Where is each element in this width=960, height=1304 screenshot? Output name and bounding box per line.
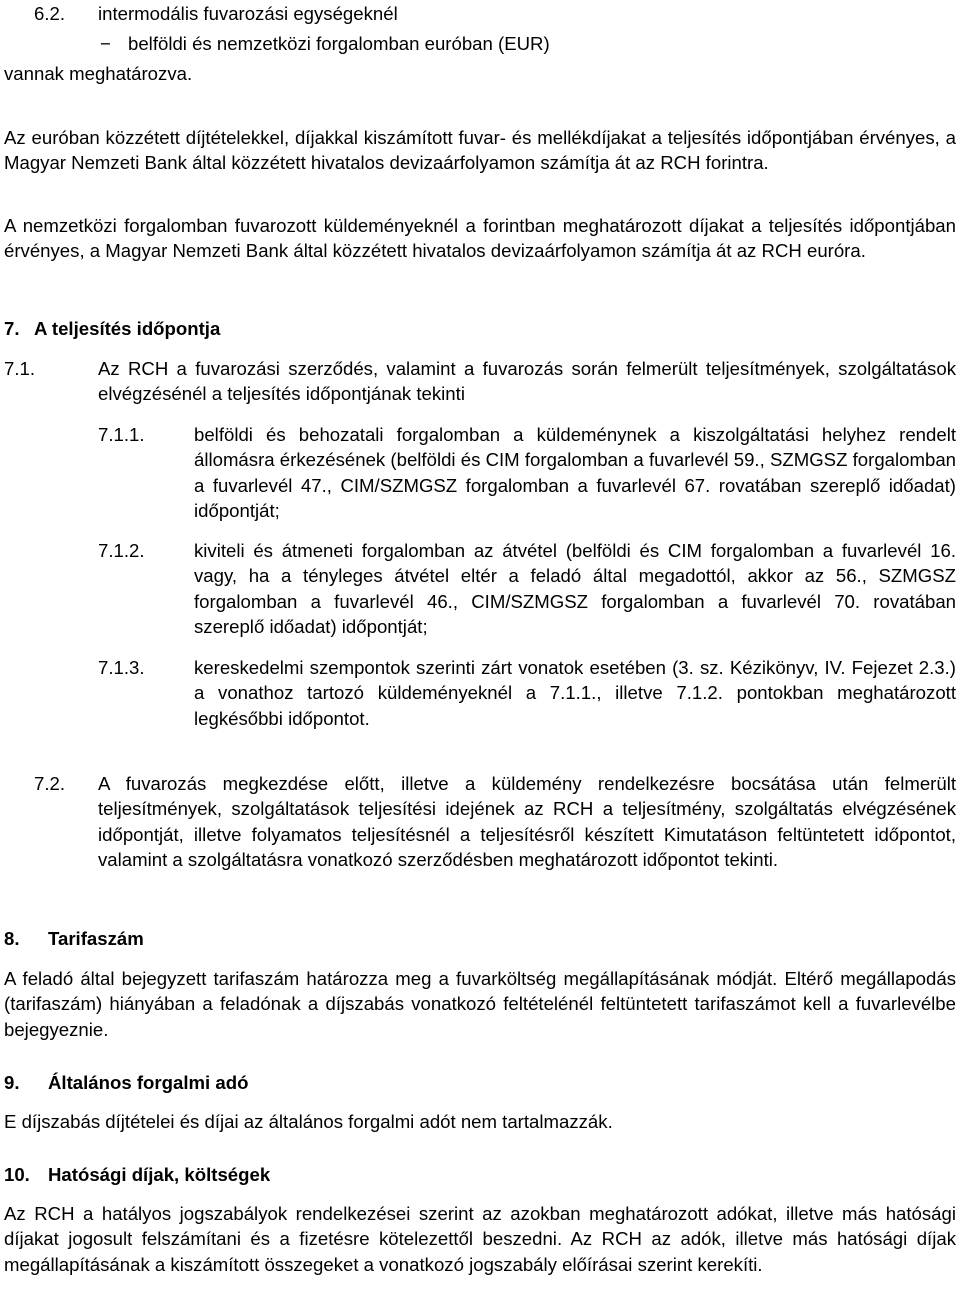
heading-title: A teljesítés időpontja <box>34 318 221 339</box>
paragraph-eur-conversion <box>4 125 956 176</box>
paragraph-text: A feladó által bejegyzett tarifaszám határozza meg a fuvarköltség megállapításának módját. Eltérő megállapodás (tarifaszám) hiányában a feladónak a díjszabás vonatkozó feltételénél feltüntetett tarifaszámot kell a fuvarlevélbe bejegyeznie. <box>4 968 956 1040</box>
heading-title: Tarifaszám <box>48 928 144 949</box>
section-text: kiviteli és átmeneti forgalomban az átvétel (belföldi és CIM forgalomban a fuvarlevél 16. vagy, ha a tényleges átvétel eltér a feladó által megadottól, akkor az 56., SZMGSZ forgalomban a fuvarlevél 46., CIM/SZMGSZ forgalomban a fuvarlevél 70. rovatában szereplő időadat) időpontját; <box>194 540 956 637</box>
paragraph-9 <box>4 1109 956 1134</box>
section-text: intermodális fuvarozási egységeknél <box>98 3 398 24</box>
section-text: kereskedelmi szempontok szerinti zárt vonatok esetében (3. sz. Kézikönyv, IV. Fejezet 2.3.) a vonathoz tartozó küldeményeknél a 7.1.1., illetve 7.1.2. pontokban meghatározott legkésőbbi időpontot. <box>194 657 956 729</box>
section-text: belföldi és behozatali forgalomban a küldeménynek a kiszolgáltatási helyhez rendelt állomásra érkezésének (belföldi és CIM forgalomban a fuvarlevél 59., SZMGSZ forgalomban a fuvarlevél 47., CIM/SZMGSZ forgalomban a fuvarlevél 67. rovatában szereplő időadat) időpontját; <box>194 424 956 521</box>
paragraph-text: E díjszabás díjtételei és díjai az általános forgalmi adót nem tartalmazzák. <box>4 1111 613 1132</box>
paragraph-huf-conversion <box>4 213 956 264</box>
paragraph-text: Az RCH a hatályos jogszabályok rendelkezései szerint az azokban meghatározott adókat, illetve más hatósági díjakat jogosult felszámítani és a fizetésre kötelezettől beszedni. Az RCH az adók, illetve más hatósági díjak megállapításának a kiszámított összegeket a vonatkozó jogszabály előírásai szerint kerekíti. <box>4 1203 956 1275</box>
section-number: 7.1.2. <box>98 540 145 561</box>
heading-title: Hatósági díjak, költségek <box>48 1164 271 1185</box>
paragraph-10 <box>4 1201 956 1277</box>
continuation-text: vannak meghatározva. <box>4 63 193 84</box>
section-number: 7.1.1. <box>98 424 145 445</box>
bullet-text: belföldi és nemzetközi forgalomban euróban (EUR) <box>128 33 550 54</box>
section-text: A fuvarozás megkezdése előtt, illetve a küldemény rendelkezésre bocsátása után felmerült teljesítmények, szolgáltatások teljesítési idejének az RCH a teljesítmény, szolgáltatás elvégzésének időpontját, illetve folyamatos teljesítésnél a teljesítésről készített Kimutatáson feltüntetett időpontot, valamint a szolgáltatásra vonatkozó szerződésben meghatározott időpontot tekinti. <box>98 773 956 870</box>
heading-number: 8. <box>4 928 20 949</box>
paragraph-text: A nemzetközi forgalomban fuvarozott küldeményeknél a forintban meghatározott díjakat a teljesítés időpontjában érvényes, a Magyar Nemzeti Bank által közzétett hivatalos devizaárfolyamon számítja át az RCH euróra. <box>4 215 956 262</box>
paragraph-text: Az euróban közzétett díjtételekkel, díjakkal kiszámított fuvar- és mellékdíjakat a teljesítés időpontjában érvényes, a Magyar Nemzeti Bank által közzétett hivatalos devizaárfolyamon számítja át az RCH forintra. <box>4 127 956 174</box>
heading-title: Általános forgalmi adó <box>48 1072 249 1093</box>
paragraph-8 <box>4 966 956 1042</box>
section-number: 7.1.3. <box>98 657 145 678</box>
section-number: 7.2. <box>34 773 66 794</box>
section-number: 6.2. <box>34 3 66 24</box>
heading-number: 9. <box>4 1072 20 1093</box>
section-text: Az RCH a fuvarozási szerződés, valamint a fuvarozás során felmerült teljesítmények, szolgáltatások elvégzésénél a teljesítés időpontjának tekinti <box>98 358 956 405</box>
heading-number: 10. <box>4 1164 30 1185</box>
dash-marker: − <box>100 33 111 54</box>
heading-number: 7. <box>4 318 20 339</box>
section-number: 7.1. <box>4 358 36 379</box>
